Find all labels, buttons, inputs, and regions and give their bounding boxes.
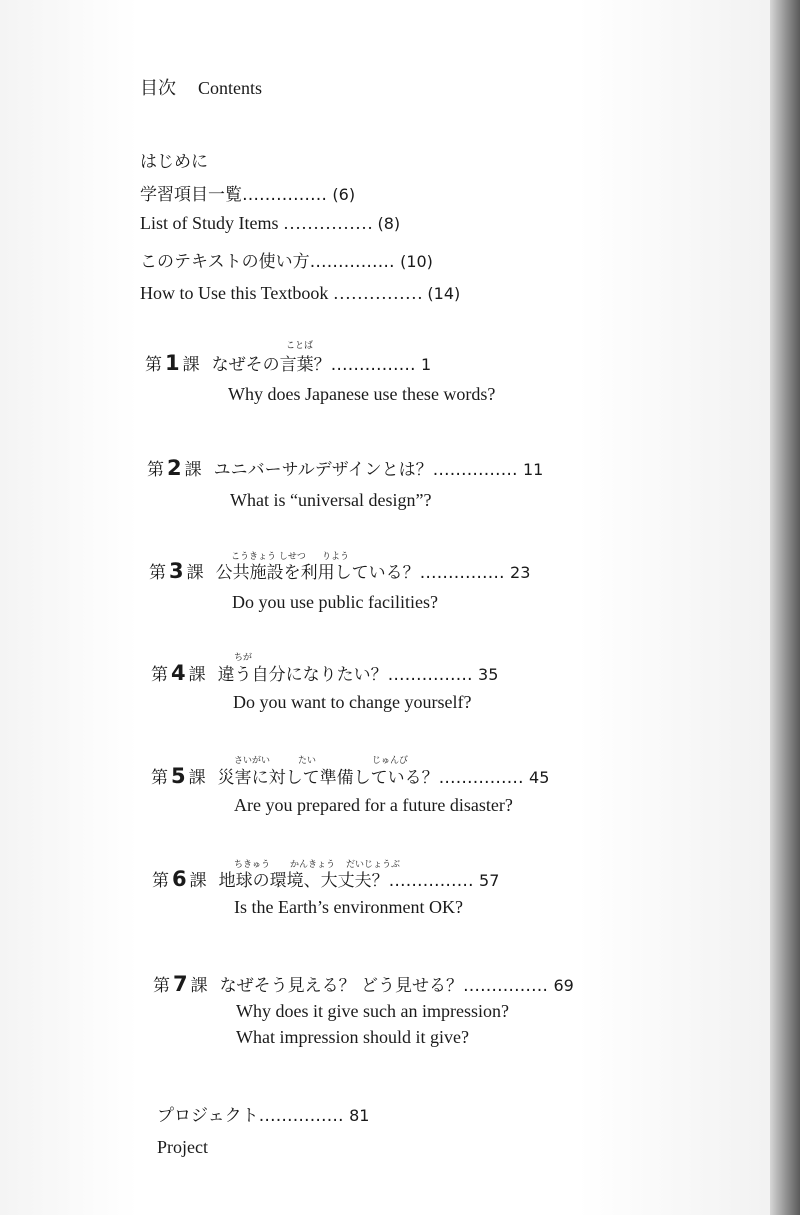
lesson-entry — [149, 558, 530, 583]
lesson-number: 1 — [165, 351, 180, 375]
lesson-entry — [153, 971, 574, 996]
dot-leader: …………… — [309, 252, 395, 272]
lesson-subtitle: Why does Japanese use these words? — [228, 384, 496, 404]
lesson-label: 第 3 課 — [149, 559, 204, 583]
lesson-subtitle: Is the Earth’s environment OK? — [234, 897, 463, 917]
lesson-label: 第 2 課 — [147, 456, 202, 480]
furigana: じゅんび — [372, 756, 409, 766]
lesson-subtitle: Do you want to change yourself? — [233, 692, 472, 712]
lesson-entry — [145, 350, 431, 375]
page-number: 57 — [479, 871, 500, 890]
lesson-number: 4 — [171, 661, 186, 685]
lesson-number: 3 — [169, 559, 184, 583]
dot-leader: …………… — [387, 665, 473, 685]
item-label: 学習項目一覧 — [140, 185, 242, 205]
front-matter-item — [140, 180, 355, 205]
dot-leader: …………… — [432, 460, 518, 480]
dot-leader: …………… — [258, 1106, 344, 1126]
dot-leader: …………… — [242, 185, 327, 205]
furigana: こうきょう しせつ — [231, 552, 306, 562]
furigana: りよう — [322, 552, 350, 562]
item-label: このテキストの使い方 — [140, 252, 310, 272]
lesson-subtitle: Do you use public facilities? — [232, 592, 438, 612]
furigana: さいがい — [234, 756, 271, 766]
page-number: 81 — [349, 1106, 370, 1125]
front-matter-item — [140, 247, 433, 272]
page-edge-shadow — [770, 0, 800, 1215]
lesson-entry — [152, 866, 499, 891]
project-entry — [157, 1101, 369, 1126]
project-subtitle: Project — [157, 1137, 208, 1157]
lesson-number: 6 — [172, 867, 187, 891]
page-number: 23 — [510, 563, 531, 582]
furigana: だいじょうぶ — [346, 860, 401, 870]
project-title: プロジェクト — [157, 1106, 259, 1126]
title-en: Contents — [198, 78, 263, 98]
lesson-label: 第 5 課 — [151, 764, 206, 788]
lesson-entry — [147, 455, 543, 480]
lesson-number: 2 — [167, 456, 182, 480]
lesson-label: 第 1 課 — [145, 351, 200, 375]
dot-leader: …………… — [388, 871, 474, 891]
furigana: ことば — [286, 341, 314, 351]
front-matter-item — [140, 147, 208, 172]
furigana: ちきゅう — [234, 860, 271, 870]
page-number: (8) — [377, 214, 401, 233]
lesson-label: 第 7 課 — [153, 972, 208, 996]
page-number: 1 — [421, 355, 432, 374]
lesson-title: なぜそう見える？ どう見せる？ — [219, 976, 464, 996]
lesson-label: 第 6 課 — [152, 867, 207, 891]
lesson-number: 7 — [173, 972, 188, 996]
title-jp: 目次 — [140, 78, 176, 99]
lesson-subtitle: Are you prepared for a future disaster? — [234, 795, 513, 815]
lesson-subtitle: What is “universal design”? — [230, 490, 432, 510]
page-number: (10) — [400, 252, 433, 271]
page-number: 69 — [553, 976, 574, 995]
lesson-title: 公共施設を利用している？ — [215, 563, 420, 583]
item-label: How to Use this Textbook — [140, 283, 329, 303]
lesson-title: 地球の環境、大丈夫？ — [218, 871, 389, 891]
dot-leader: …………… — [438, 768, 524, 788]
page-number: 11 — [523, 460, 544, 479]
dot-leader: …………… — [330, 355, 416, 375]
page-number: (6) — [332, 185, 356, 204]
front-matter-item — [140, 283, 460, 304]
lesson-title: ユニバーサルデザインとは？ — [213, 460, 433, 480]
lesson-entry — [151, 763, 549, 788]
lesson-title: 違う自分になりたい？ — [217, 665, 388, 685]
furigana: たい — [298, 756, 317, 766]
lesson-title: なぜその言葉？ — [211, 355, 331, 375]
lesson-number: 5 — [171, 764, 186, 788]
lesson-title: 災害に対して準備している？ — [217, 768, 439, 788]
lesson-label: 第 4 課 — [151, 661, 206, 685]
item-label: List of Study Items — [140, 213, 279, 233]
lesson-subtitle: What impression should it give? — [236, 1027, 469, 1047]
item-label: はじめに — [140, 152, 208, 172]
dot-leader: …………… — [419, 563, 505, 583]
page-number: (14) — [427, 284, 461, 303]
furigana: ちが — [234, 653, 253, 663]
lesson-subtitle: Why does it give such an impression? — [236, 1001, 509, 1021]
page-title — [140, 74, 262, 100]
dot-leader: …………… — [332, 283, 423, 303]
page-number: 45 — [529, 768, 550, 787]
lesson-entry — [151, 660, 498, 685]
furigana: かんきょう — [290, 860, 336, 870]
dot-leader: …………… — [283, 213, 373, 233]
dot-leader: …………… — [463, 976, 549, 996]
front-matter-item — [140, 213, 400, 234]
page-number: 35 — [478, 665, 499, 684]
